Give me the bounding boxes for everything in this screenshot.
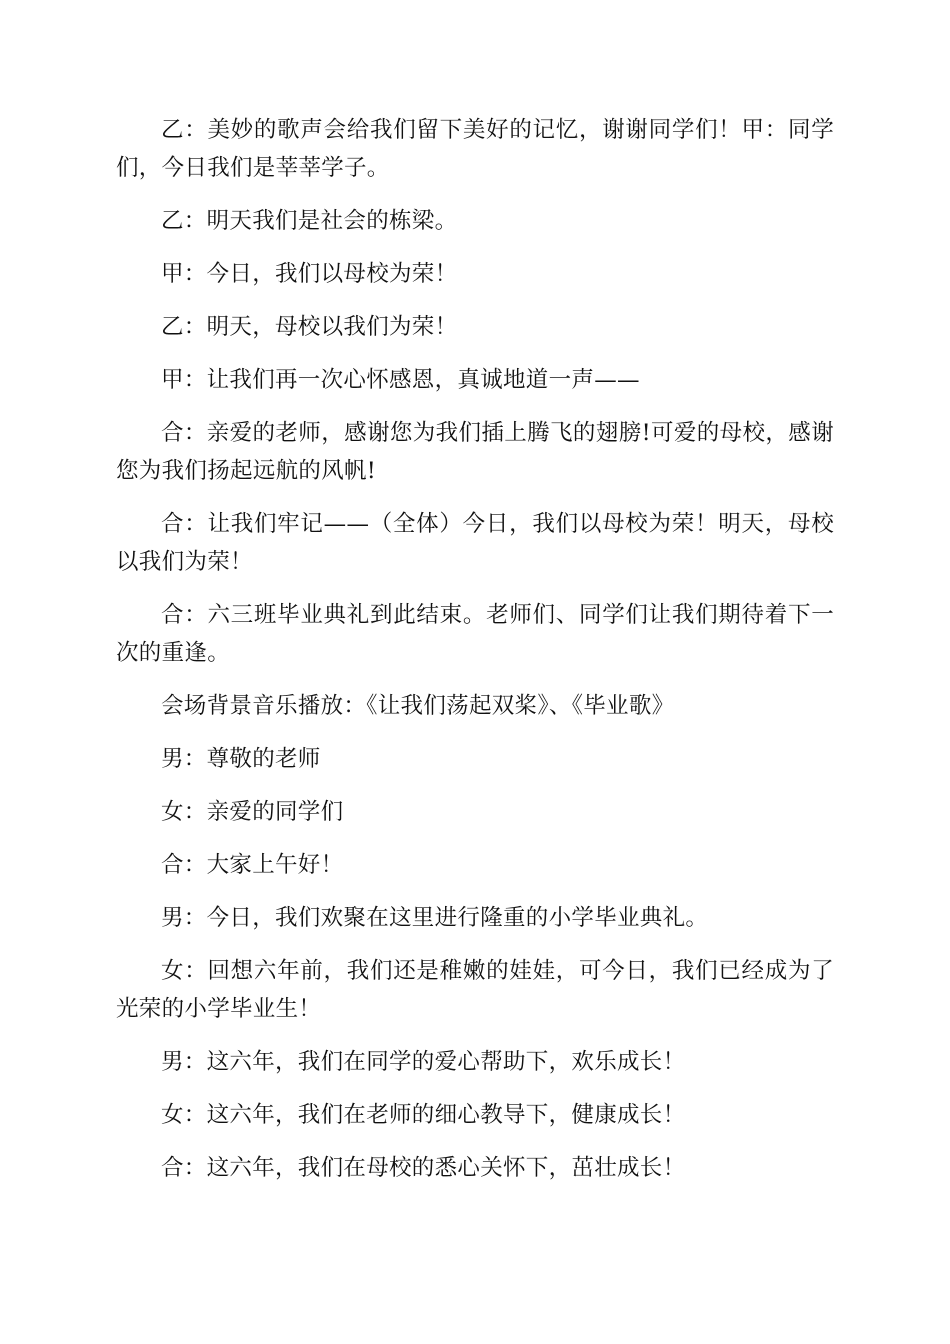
paragraph-9: 会场背景音乐播放：《让我们荡起双桨》、《毕业歌》 (161, 693, 675, 719)
paragraph-6: 合：亲爱的老师，感谢您为我们插上腾飞的翅膀!可爱的母校，感谢您为我们扬起远航的风帆! (116, 420, 834, 484)
document-body (116, 111, 834, 1202)
paragraph-1: 乙：美妙的歌声会给我们留下美好的记忆，谢谢同学们！甲：同学们，今日我们是莘莘学子。 (116, 117, 834, 181)
paragraph-15: 男：这六年，我们在同学的爱心帮助下，欢乐成长！ (161, 1049, 686, 1075)
paragraph-3: 甲：今日，我们以母校为荣！ (161, 261, 458, 287)
paragraph-12: 合：大家上午好！ (161, 852, 344, 878)
paragraph-8: 合：六三班毕业典礼到此结束。老师们、同学们让我们期待着下一次的重逢。 (116, 602, 834, 666)
paragraph-14: 女：回想六年前，我们还是稚嫩的娃娃，可今日，我们已经成为了光荣的小学毕业生！ (116, 958, 834, 1022)
paragraph-2: 乙：明天我们是社会的栋梁。 (161, 208, 458, 234)
paragraph-13: 男：今日，我们欢聚在这里进行隆重的小学毕业典礼。 (161, 905, 709, 931)
paragraph-7: 合：让我们牢记——（全体）今日，我们以母校为荣！明天，母校以我们为荣！ (116, 511, 834, 575)
paragraph-10: 男：尊敬的老师 (161, 746, 321, 772)
paragraph-4: 乙：明天，母校以我们为荣！ (161, 314, 458, 340)
paragraph-16: 女：这六年，我们在老师的细心教导下，健康成长！ (161, 1102, 686, 1128)
paragraph-11: 女：亲爱的同学们 (161, 799, 344, 825)
paragraph-17: 合：这六年，我们在母校的悉心关怀下，茁壮成长！ (161, 1155, 686, 1181)
paragraph-5: 甲：让我们再一次心怀感恩，真诚地道一声—— (161, 367, 640, 393)
